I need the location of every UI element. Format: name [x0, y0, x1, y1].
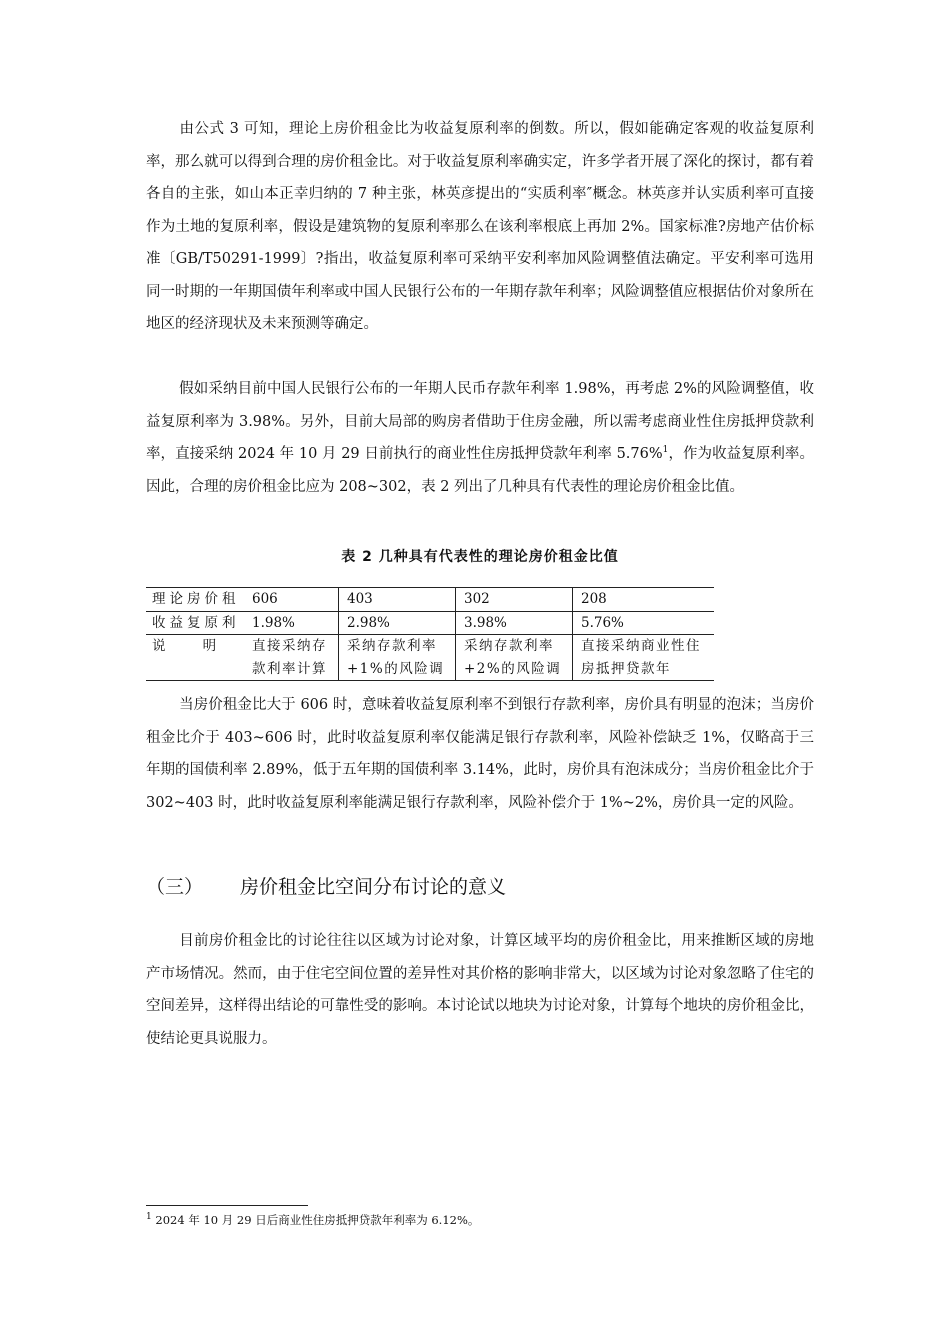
footnote-divider [146, 1205, 308, 1206]
table-cell: 403 [339, 588, 456, 612]
table-caption: 表 2 几种具有代表性的理论房价租金比值 [341, 549, 619, 565]
paragraph-text: 由公式 3 可知，理论上房价租金比为收益复原利率的倒数。所以，假如能确定客观的收益复原利率，那么就可以得到合理的房价租金比。对于收益复原利率确实定，许多学者开展了深化的探讨，都有着各自的主张，如山本正幸归纳的 7 种主张，林英彦提出的“实质利率″概念。林英彦并认实质利率可直接作为土地的复原利率，假设是建筑物的复原利率那么在该利率根底上再加 2%。国家标准?房地产估价标准〔GB/T50291-1999〕?指出，收益复原利率可采纳平安利率加风险调整值法确定。平安利率可选用同一时期的一年期国债年利率或中国人民银行公布的一年期存款年利率；风险调整值应根据估价对象所在地区的经济现状及未来预测等确定。 [146, 121, 814, 332]
footnote-text: 2024 年 10 月 29 日后商业性住房抵押贷款年利率为 6.12%。 [155, 1213, 480, 1227]
paragraph-text: 当房价租金比大于 606 时，意味着收益复原利率不到银行存款利率，房价具有明显的泡沫；当房价租金比介于 403~606 时，此时收益复原利率仅能满足银行存款利率，风险补偿缺乏 1%，仅略高于三年期的国债利率 2.89%，低于五年期的国债利率 3.14%，此时，房价具有泡沫成分；当房价租金比介于 302~403 时，此时收益复原利率能满足银行存款利率，风险补偿介于 1%~2%，房价具一定的风险。 [146, 697, 814, 811]
row-header: 收益复原利 [146, 611, 244, 635]
table-cell: 直接采纳存款利率计算 [244, 635, 339, 681]
paragraph-significance [146, 925, 814, 1055]
table-cell: 直接采纳商业性住房抵押贷款年 [573, 635, 715, 681]
table-row [146, 611, 714, 635]
footnote-mark: 1 [146, 1212, 152, 1223]
section-heading [146, 872, 506, 899]
footnote-reference[interactable]: 1 [662, 445, 669, 456]
table-cell: 606 [244, 588, 339, 612]
section-title: 房价租金比空间分布讨论的意义 [240, 876, 507, 898]
paragraph-text: 假如采纳目前中国人民银行公布的一年期人民币存款年利率 1.98%，再考虑 2%的风险调整值，收益复原利率为 3.98%。另外，目前大局部的购房者借助于住房金融，所以需考虑商业性住房抵押贷款利率，直接采纳 2024 年 10 月 29 日前执行的商业性住房抵押贷款年利率 5.76% [146, 381, 814, 462]
table-row [146, 588, 714, 612]
ratio-table [146, 587, 714, 681]
paragraph-text: ，作为收益复原利率。因此，合理的房价租金比应为 208~302，表 2 列出了几种具有代表性的理论房价租金比值。 [146, 446, 814, 495]
paragraph-rate-selection [146, 373, 814, 503]
row-header: 说 明 [146, 635, 244, 681]
table-cell: 1.98% [244, 611, 339, 635]
table-cell: 3.98% [456, 611, 573, 635]
paragraph-formula-explanation [146, 113, 814, 341]
table-row [146, 635, 714, 681]
table-cell: 302 [456, 588, 573, 612]
row-header: 理论房价租 [146, 588, 244, 612]
paragraph-ratio-interpretation [146, 689, 814, 819]
table-cell: 5.76% [573, 611, 715, 635]
table-cell: 208 [573, 588, 715, 612]
section-number: （三） [146, 876, 204, 898]
paragraph-text: 目前房价租金比的讨论往往以区域为讨论对象，计算区域平均的房价租金比，用来推断区域的房地产市场情况。然而，由于住宅空间位置的差异性对其价格的影响非常大，以区域为讨论对象忽略了住宅的空间差异，这样得出结论的可靠性受的影响。本讨论试以地块为讨论对象，计算每个地块的房价租金比，使结论更具说服力。 [146, 933, 814, 1047]
table-cell: 2.98% [339, 611, 456, 635]
table-cell: 采纳存款利率+2%的风险调 [456, 635, 573, 681]
table-cell: 采纳存款利率+1%的风险调 [339, 635, 456, 681]
footnote [146, 1212, 479, 1228]
